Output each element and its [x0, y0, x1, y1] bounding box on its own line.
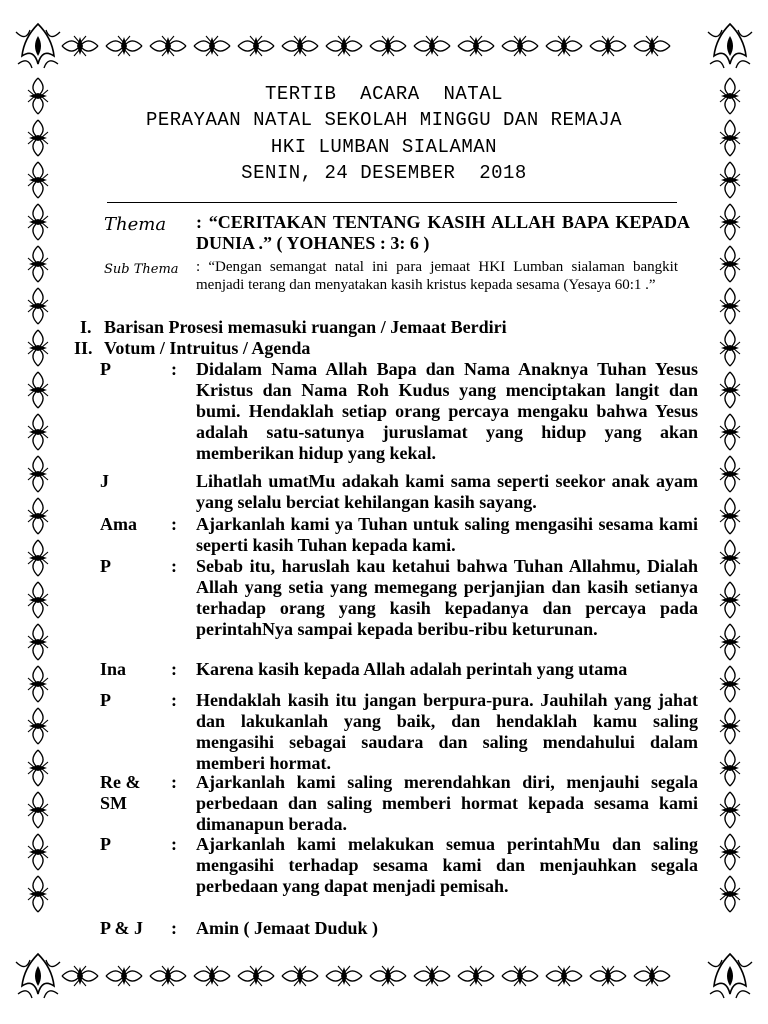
- border-ornament: [720, 456, 740, 492]
- speaker-label: P: [100, 359, 111, 379]
- border-ornament: [28, 456, 48, 492]
- border-ornament: [720, 372, 740, 408]
- section-2-number: II.: [74, 338, 93, 358]
- item-text: Amin ( Jemaat Duduk ): [196, 918, 379, 938]
- border-ornament: [238, 966, 274, 986]
- border-ornament: [28, 246, 48, 282]
- border-ornament: [28, 288, 48, 324]
- border-ornament: [720, 288, 740, 324]
- border-ornament: [28, 624, 48, 660]
- border-ornament: [282, 966, 318, 986]
- speaker-colon: :: [171, 690, 177, 710]
- corner-ornament: [16, 24, 60, 68]
- speaker-colon: :: [171, 834, 177, 854]
- speaker-colon: :: [171, 359, 177, 379]
- border-ornament: [28, 876, 48, 912]
- border-ornament: [326, 966, 362, 986]
- speaker-label: P: [100, 834, 111, 854]
- speaker-label: J: [100, 471, 109, 491]
- item-text: Lihatlah umatMu adakah kami sama seperti seekor anak ayam yang selalu berciat kehilangan kasih sayang.: [196, 471, 698, 512]
- border-ornament: [634, 966, 670, 986]
- border-ornament: [590, 966, 626, 986]
- item-text: Ajarkanlah kami melakukan semua perintahMu dan saling mengasihi terhadap sesama kami dan menjauhkan segala perbedaan yang dapat menjadi pemisah.: [196, 834, 698, 896]
- border-ornament: [28, 708, 48, 744]
- border-ornament: [326, 36, 362, 56]
- speaker-label: Ama: [100, 514, 137, 534]
- border-ornament: [720, 330, 740, 366]
- border-ornament: [28, 540, 48, 576]
- border-ornament: [720, 792, 740, 828]
- item-text: Sebab itu, haruslah kau ketahui bahwa Tuhan Allahmu, Dialah Allah yang setia yang memegang perjanjian dan kasih setianya terhadap orang yang kasih kepadanya dan percaya pada perintahNya sampai kepada beribu-ribu keturunan.: [196, 556, 698, 639]
- sub-theme-text: : “Dengan semangat natal ini para jemaat HKI Lumban sialaman bangkit menjadi terang dan menyatakan kasih kristus kepada sesama (Yesaya 60:1 .”: [196, 259, 678, 293]
- sub-theme-label: Sub Thema: [104, 262, 179, 277]
- speaker-label: Ina: [100, 659, 127, 679]
- border-ornament: [106, 36, 142, 56]
- speaker-colon: :: [171, 556, 177, 576]
- corner-ornament: [708, 954, 752, 998]
- border-ornament: [370, 36, 406, 56]
- program-title: TERTIB ACARA NATAL: [264, 83, 504, 105]
- item-text: Hendaklah kasih itu jangan berpura-pura. Jauhilah yang jahat dan lakukanlah yang baik, dan hendaklah kamu saling mengasihi sebagai saudara dan saling mendahului dalam memberi hormat.: [196, 690, 698, 773]
- border-ornament: [720, 876, 740, 912]
- item-text: Ajarkanlah kami ya Tuhan untuk saling mengasihi sesama kami seperti kasih Tuhan kepada kami.: [196, 514, 698, 555]
- border-ornament: [546, 966, 582, 986]
- corner-ornament: [708, 24, 752, 68]
- theme-label: Thema: [104, 214, 167, 235]
- border-ornament: [150, 966, 186, 986]
- event-date: SENIN, 24 DESEMBER 2018: [241, 162, 527, 184]
- border-ornament: [502, 966, 538, 986]
- speaker-label: P: [100, 556, 111, 576]
- border-ornament: [590, 36, 626, 56]
- speaker-colon: :: [171, 772, 177, 792]
- border-ornament: [28, 414, 48, 450]
- section-2-title: Votum / Intruitus / Agenda: [104, 338, 311, 358]
- speaker-colon: :: [171, 514, 177, 534]
- border-ornament: [28, 666, 48, 702]
- border-ornament: [238, 36, 274, 56]
- border-ornament: [720, 834, 740, 870]
- border-ornament: [546, 36, 582, 56]
- border-ornament: [62, 36, 98, 56]
- border-ornament: [458, 36, 494, 56]
- border-ornament: [28, 792, 48, 828]
- speaker-colon: :: [171, 918, 177, 938]
- border-ornament: [28, 204, 48, 240]
- border-ornament: [414, 36, 450, 56]
- border-ornament: [720, 624, 740, 660]
- section-1-title: Barisan Prosesi memasuki ruangan / Jemaat Berdiri: [104, 317, 507, 337]
- border-ornament: [28, 372, 48, 408]
- border-ornament: [370, 966, 406, 986]
- speaker-label: P & J: [100, 918, 143, 938]
- corner-ornament: [16, 954, 60, 998]
- border-ornament: [502, 36, 538, 56]
- speaker-label: Re & SM: [100, 772, 141, 813]
- border-ornament: [62, 966, 98, 986]
- border-ornament: [720, 246, 740, 282]
- border-ornament: [720, 666, 740, 702]
- border-ornament: [414, 966, 450, 986]
- border-ornament: [28, 834, 48, 870]
- border-ornament: [720, 750, 740, 786]
- border-ornament: [720, 582, 740, 618]
- border-ornament: [28, 498, 48, 534]
- border-ornament: [720, 414, 740, 450]
- item-text: Karena kasih kepada Allah adalah perintah yang utama: [196, 659, 628, 679]
- border-ornament: [720, 708, 740, 744]
- border-ornament: [282, 36, 318, 56]
- header-divider: [107, 202, 677, 203]
- border-ornament: [720, 498, 740, 534]
- border-ornament: [720, 540, 740, 576]
- item-text: Ajarkanlah kami saling merendahkan diri, menjauhi segala perbedaan dan saling memberi hormat kepada sesama kami dimanapun berada.: [196, 772, 698, 834]
- border-ornament: [28, 582, 48, 618]
- border-ornament: [106, 966, 142, 986]
- border-ornament: [150, 36, 186, 56]
- speaker-label: P: [100, 690, 111, 710]
- event-title: PERAYAAN NATAL SEKOLAH MINGGU DAN REMAJA: [145, 109, 623, 131]
- border-ornament: [194, 966, 230, 986]
- church-name: HKI LUMBAN SIALAMAN: [270, 136, 498, 158]
- theme-text: : “CERITAKAN TENTANG KASIH ALLAH BAPA KEPADA DUNIA .” ( YOHANES : 3: 6 ): [196, 212, 690, 253]
- border-ornament: [720, 204, 740, 240]
- border-ornament: [28, 330, 48, 366]
- section-1-number: I.: [80, 317, 92, 337]
- item-text: Didalam Nama Allah Bapa dan Nama Anaknya Tuhan Yesus Kristus dan Nama Roh Kudus yang menciptakan langit dan bumi. Hendaklah setiap orang percaya mengaku bahwa Yesus adalah satu-satunya juruslamat yang hidup yang akan memberikan hidup yang kekal.: [196, 359, 698, 463]
- speaker-colon: :: [171, 659, 177, 679]
- border-ornament: [458, 966, 494, 986]
- border-ornament: [28, 750, 48, 786]
- border-ornament: [194, 36, 230, 56]
- border-ornament: [634, 36, 670, 56]
